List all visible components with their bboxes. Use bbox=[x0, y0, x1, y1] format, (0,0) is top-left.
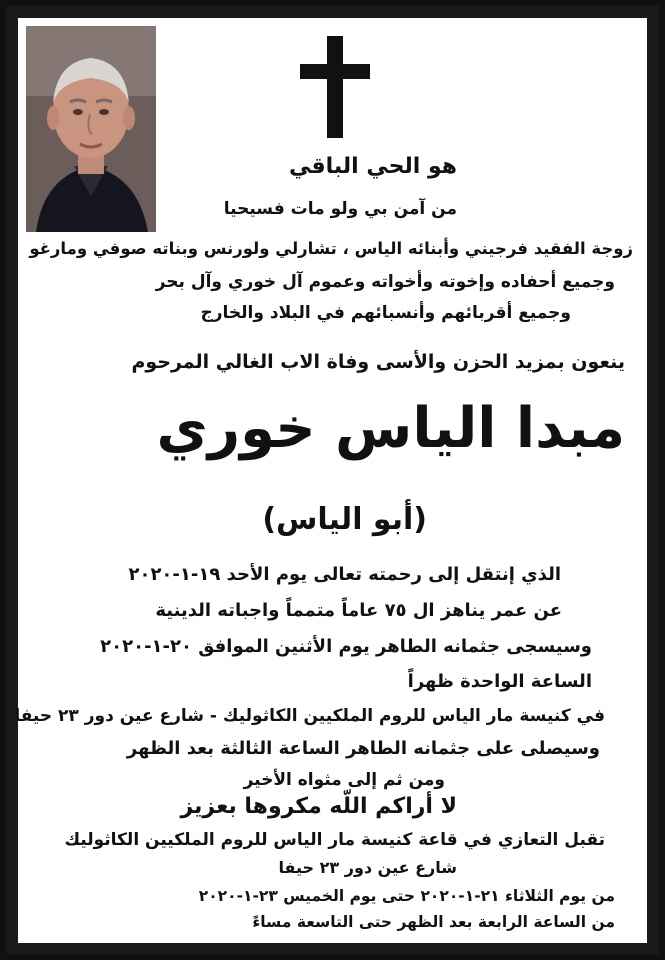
family-line: زوجة الفقيد فرجيني وأبنائه الياس ، تشارلي ولورنس وبناته صوفي ومارغو bbox=[29, 239, 633, 258]
viewing-time: الساعة الواحدة ظهراً bbox=[407, 671, 592, 692]
church-location: في كنيسة مار الياس للروم الملكيين الكاثوليك - شارع عين دور ٢٣ حيفا bbox=[14, 706, 605, 726]
passing-date: الذي إنتقل إلى رحمته تعالى يوم الأحد ١٩-١-٢٠٢٠ bbox=[128, 564, 561, 585]
deceased-nickname: (أبو الياس) bbox=[262, 502, 427, 537]
portrait-photo bbox=[26, 26, 156, 232]
deceased-name: مبدا الياس خوري bbox=[156, 396, 625, 461]
heading: هو الحي الباقي bbox=[289, 154, 457, 179]
age-line: عن عمر يناهز ال ٧٥ عاماً متمماً واجباته الدينية bbox=[155, 600, 562, 621]
burial-line: ومن ثم إلى مثواه الأخير bbox=[243, 770, 445, 790]
viewing-date: وسيسجى جثمانه الطاهر يوم الأثنين الموافق ٢٠-١-٢٠٢٠ bbox=[100, 636, 592, 657]
portrait-photo-svg bbox=[26, 26, 156, 232]
closing-phrase: لا أراكم اللّه مكروها بعزيز bbox=[180, 794, 457, 819]
condolence-hours: من الساعة الرابعة بعد الظهر حتى التاسعة مساءً bbox=[252, 913, 615, 931]
condolence-dates: من يوم الثلاثاء ٢١-١-٢٠٢٠ حتى يوم الخميس ٢٣-١-٢٠٢٠ bbox=[198, 887, 615, 905]
notice-frame bbox=[6, 6, 659, 954]
obituary-notice bbox=[14, 18, 647, 943]
announcement: ينعون بمزيد الحزن والأسى وفاة الاب الغالي المرحوم bbox=[131, 351, 625, 373]
cross-icon bbox=[300, 36, 370, 138]
family-line: وجميع أحفاده وإخوته وأخواته وعموم آل خوري وآل بحر bbox=[155, 272, 615, 292]
scripture-verse: من آمن بي ولو مات فسيحيا bbox=[223, 199, 457, 219]
condolence-address: شارع عين دور ٢٣ حيفا bbox=[278, 858, 457, 877]
condolence-line: تقبل التعازي في قاعة كنيسة مار الياس للروم الملكيين الكاثوليك bbox=[64, 830, 605, 850]
funeral-prayer-time: وسيصلى على جثمانه الطاهر الساعة الثالثة بعد الظهر bbox=[126, 738, 600, 759]
family-line: وجميع أقربائهم وأنسبائهم في البلاد والخارج bbox=[200, 303, 571, 323]
